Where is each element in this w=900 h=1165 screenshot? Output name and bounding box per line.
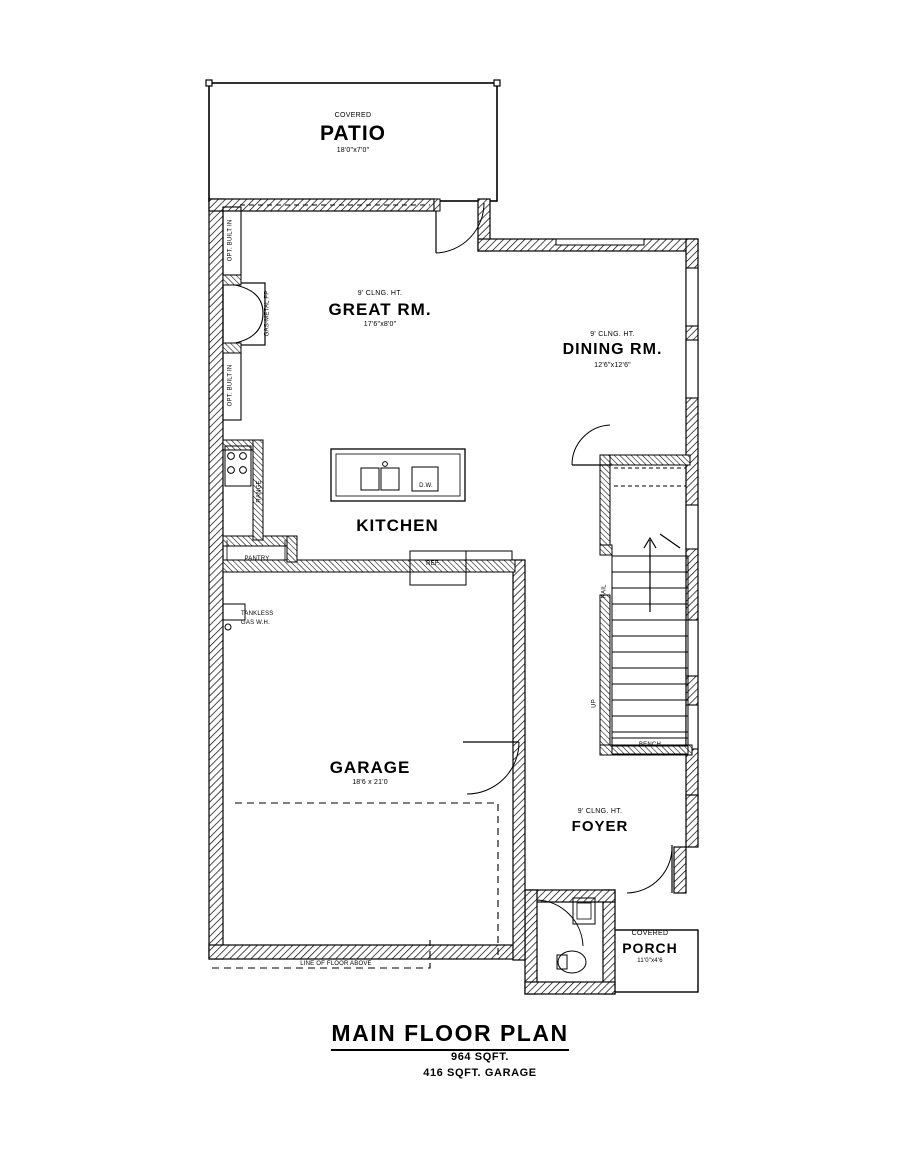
area-garage-wrap	[0, 1063, 900, 1081]
opt-built-in-1-label: OPT. BUILT IN	[227, 219, 234, 262]
line-of-floor-above-label: LINE OF FLOOR ABOVE	[300, 961, 372, 967]
area-house: 964 SQFT.	[451, 1051, 509, 1063]
ref-label: REF.	[426, 561, 440, 567]
area-garage: 416 SQFT. GARAGE	[423, 1067, 537, 1079]
patio-dims: 18'0"x7'0"	[336, 147, 370, 154]
patio-covered-label: COVERED	[334, 112, 372, 119]
pantry-label: PANTRY	[244, 556, 270, 562]
porch-covered-label: COVERED	[631, 930, 669, 937]
garage-label: GARAGE	[329, 758, 411, 777]
dining-room-ceiling: 9' CLNG. HT.	[590, 331, 635, 338]
great-room-label: GREAT RM.	[328, 300, 432, 319]
range-label: RANGE	[256, 480, 263, 503]
gas-water-heater-label: GAS W.H.	[241, 620, 270, 626]
porch-dims: 11'0"x4'6	[637, 958, 663, 964]
dishwasher-label: D.W.	[419, 483, 433, 489]
garage-dims: 18'6 x 21'0	[352, 779, 388, 786]
great-room-dims: 17'6"x8'0"	[363, 321, 397, 328]
porch-label: PORCH	[622, 940, 678, 956]
great-room-ceiling: 9' CLNG. HT.	[357, 290, 403, 297]
rail-label: RAIL	[601, 584, 608, 599]
foyer-ceiling: 9' CLNG. HT.	[577, 808, 623, 815]
tankless-label: TANKLESS	[241, 611, 274, 617]
up-label: UP	[591, 699, 598, 708]
gas-metal-fp-label: GAS-METAL FP	[264, 290, 271, 337]
bench-label: BENCH	[638, 742, 661, 748]
dining-room-label: DINING RM.	[562, 341, 663, 358]
page-title: MAIN FLOOR PLAN	[331, 1020, 568, 1051]
foyer-label: FOYER	[571, 818, 629, 835]
opt-built-in-2-label: OPT. BUILT IN	[227, 364, 234, 407]
dining-room-dims: 12'6"x12'6"	[594, 362, 631, 369]
kitchen-label: KITCHEN	[356, 516, 439, 535]
patio-label: PATIO	[319, 122, 387, 145]
